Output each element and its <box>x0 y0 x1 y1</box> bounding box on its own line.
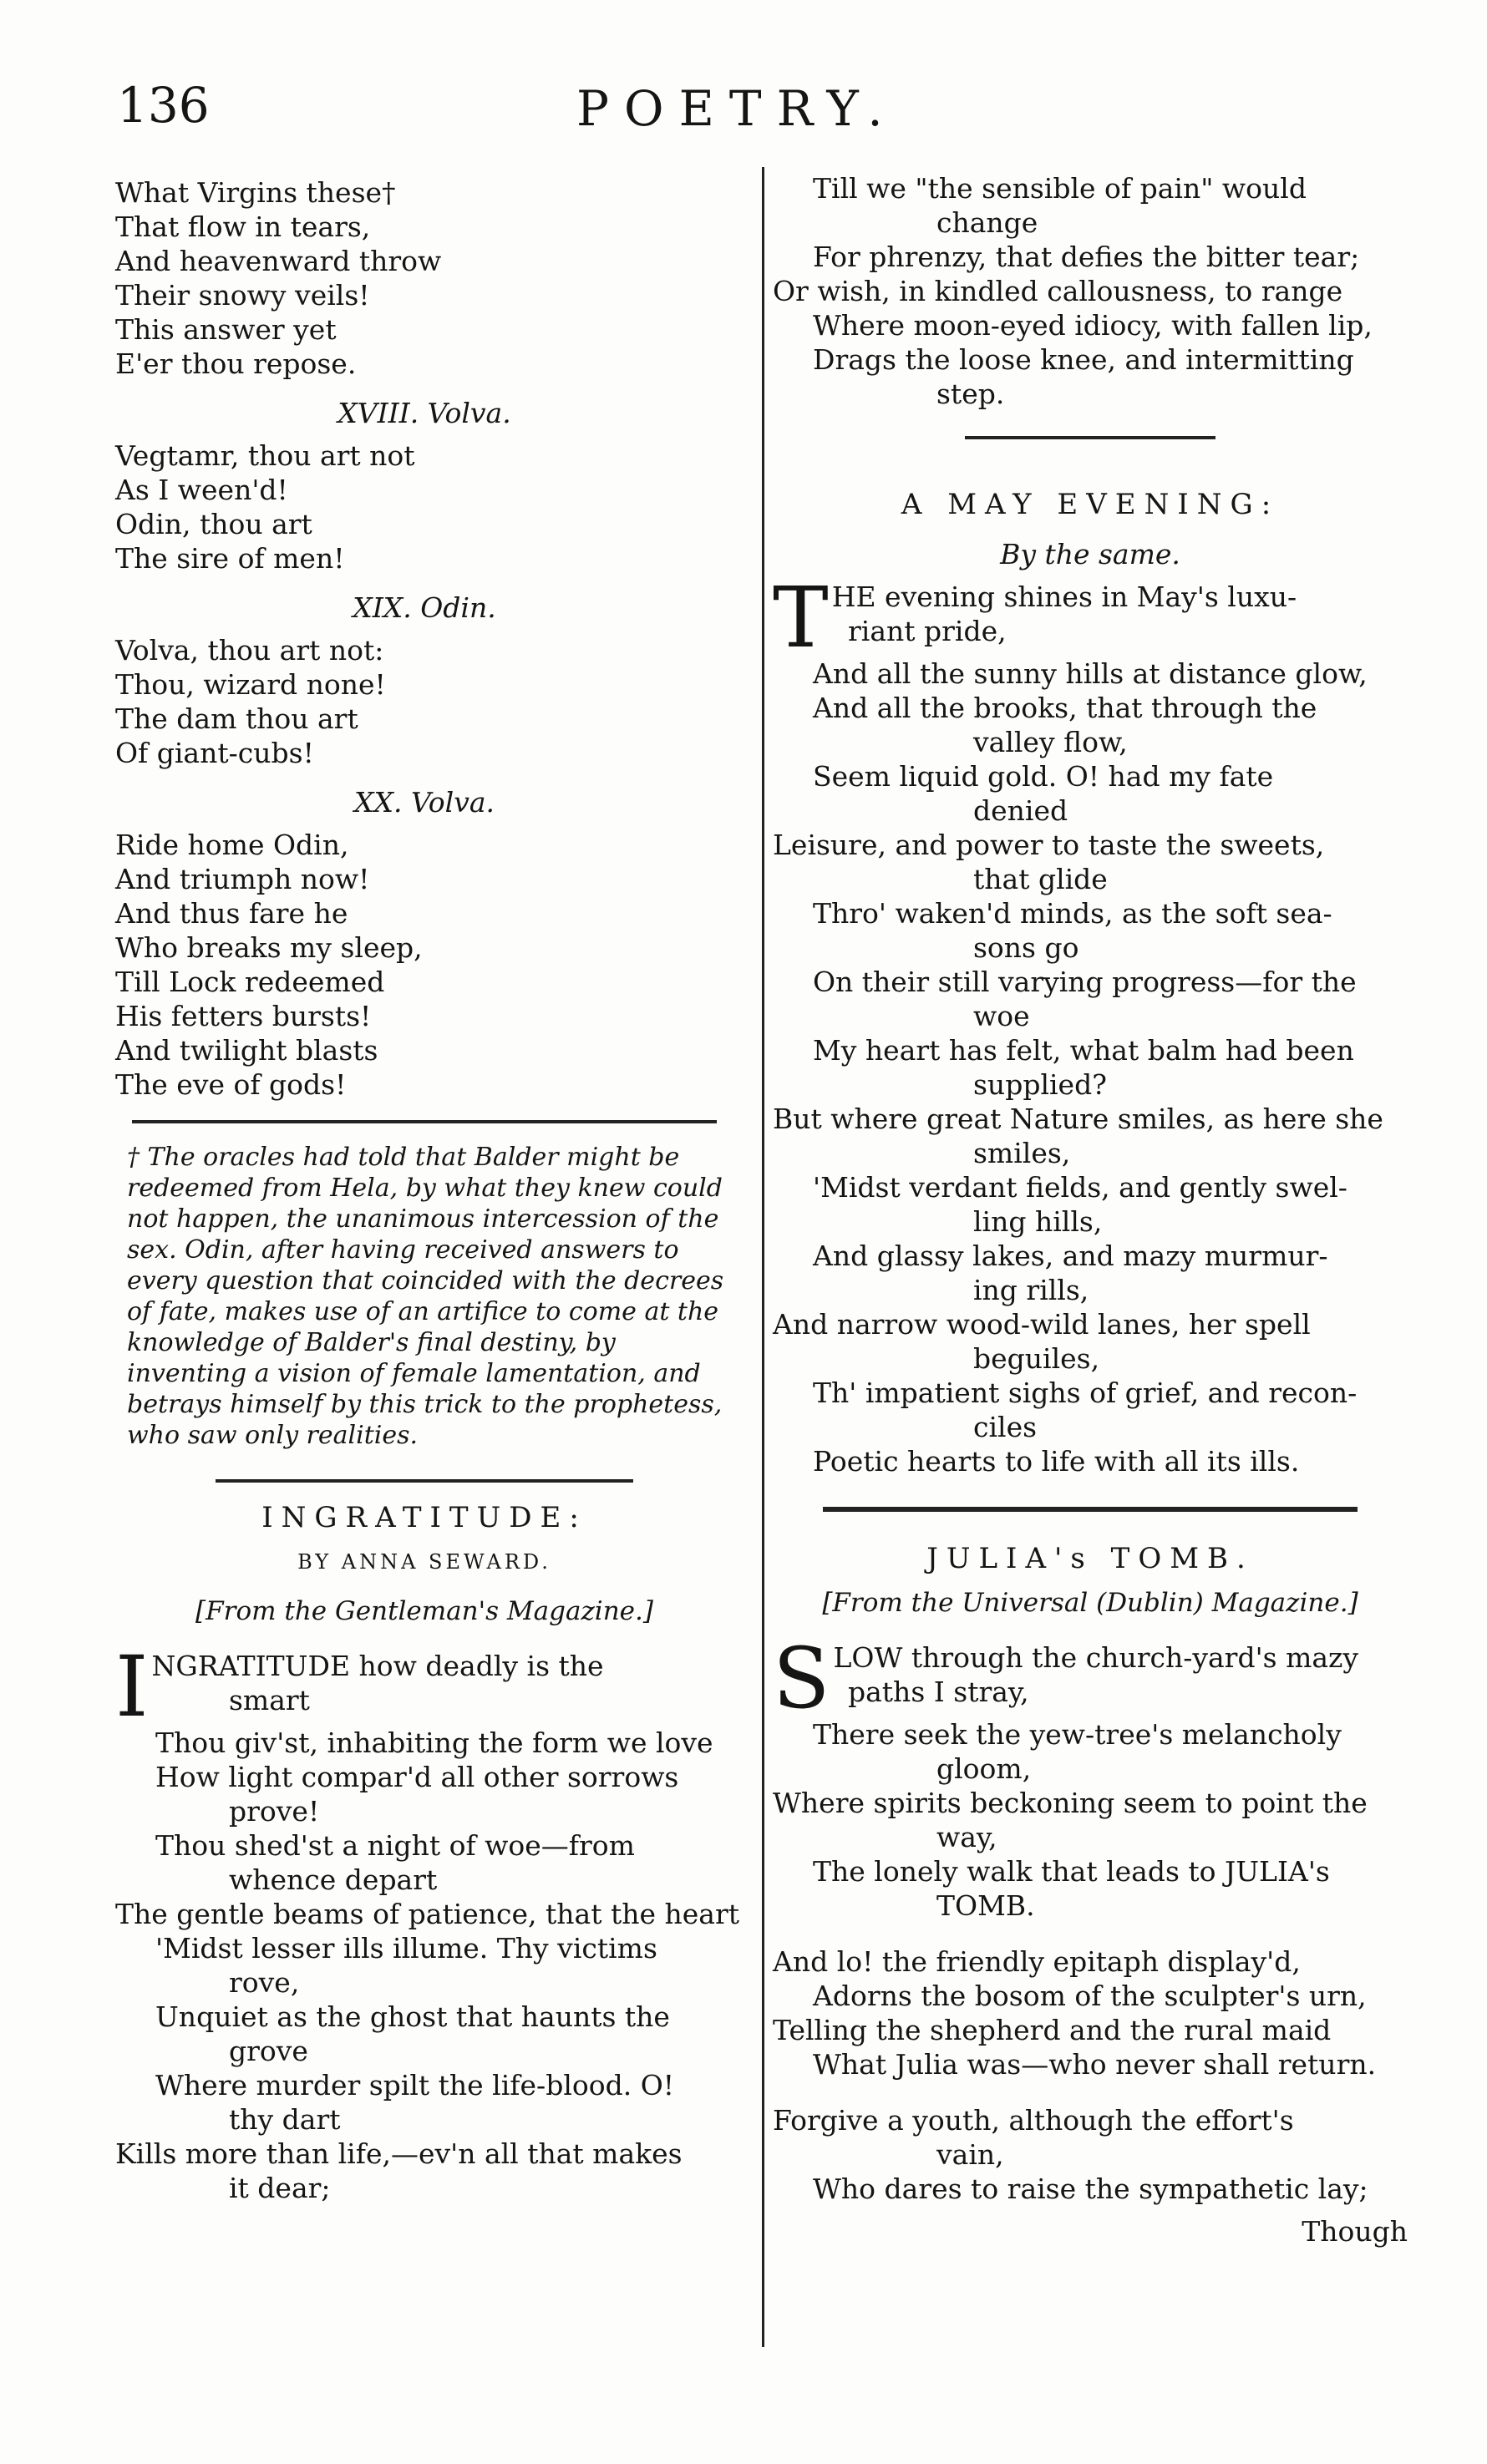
page-number: 136 <box>117 77 210 134</box>
verse-line: And lo! the friendly epitaph display'd, <box>773 1945 1301 1978</box>
poem-continuation <box>773 171 1408 411</box>
stanza-19 <box>115 633 733 770</box>
column-divider <box>762 167 764 2347</box>
verse-line: grove <box>229 2035 308 2067</box>
verse-line: Thou giv'st, inhabiting the form we love <box>155 1726 713 1759</box>
verse-line: 'Midst lesser ills illume. Thy victims <box>155 1932 657 1965</box>
verse-line: vain, <box>936 2138 1004 2171</box>
poem-title: INGRATITUDE: <box>261 1501 587 1534</box>
verse-line: For phrenzy, that defies the bitter tear; <box>813 241 1360 273</box>
drop-cap: S <box>773 1630 830 1727</box>
verse-line: Forgive a youth, although the effort's <box>773 2104 1294 2137</box>
verse-line: ing rills, <box>973 1274 1089 1306</box>
verse-line: And triumph now! <box>115 863 370 895</box>
verse-line: The dam thou art <box>115 702 358 735</box>
verse-line: step. <box>936 378 1005 410</box>
footnote: † The oracles had told that Balder might be redeemed from Hela, by what they knew could not happen, the unanimous intercession of the sex. Odin, after having received answers to every question that coincided with the decrees of fate, makes use of an artifice to come at the knowledge of Balder's final destiny, by inventing a vision of female lamentation, and betrays himself by this trick to the prophetess, who saw only realities. <box>127 1143 724 1450</box>
verse-line: prove! <box>229 1795 320 1828</box>
verse-line: Poetic hearts to life with all its ills. <box>813 1445 1300 1478</box>
verse-line: that glide <box>973 863 1108 895</box>
verse-line: Or wish, in kindled callousness, to range <box>773 275 1343 307</box>
verse-line: Unquiet as the ghost that haunts the <box>155 2000 670 2033</box>
verse-line: Leisure, and power to taste the sweets, <box>773 829 1325 861</box>
stanza-label: XX. Volva. <box>354 786 495 819</box>
verse-line: The eve of gods! <box>115 1068 347 1101</box>
poem-may-evening <box>773 569 1408 1478</box>
verse-line: And twilight blasts <box>115 1034 378 1067</box>
verse-line: Volva, thou art not: <box>115 634 384 667</box>
verse-line: And all the sunny hills at distance glow, <box>813 657 1368 690</box>
divider-rule <box>823 1507 1358 1512</box>
verse-line: Drags the loose knee, and intermitting <box>813 343 1354 376</box>
verse-line: Vegtamr, thou art not <box>115 439 415 472</box>
stanza-20 <box>115 828 733 1102</box>
verse-line: Who dares to raise the sympathetic lay; <box>813 2172 1368 2205</box>
verse-line: HE evening shines in May's luxu- <box>831 581 1297 613</box>
poem-title: A MAY EVENING: <box>901 488 1280 521</box>
verse-line: LOW through the church-yard's mazy <box>833 1641 1359 1674</box>
verse-line: And all the brooks, that through the <box>813 692 1317 724</box>
verse-line: My heart has felt, what balm had been <box>813 1034 1354 1067</box>
left-column <box>115 175 739 2205</box>
stanza-label: XIX. Odin. <box>353 591 496 624</box>
verse-line: Adorns the bosom of the sculpter's urn, <box>813 1980 1367 2012</box>
right-column <box>773 171 1408 2249</box>
verse-line: supplied? <box>973 1068 1107 1101</box>
verse-line: change <box>936 206 1038 239</box>
verse-line: Thou, wizard none! <box>115 668 386 701</box>
verse-line: Till we "the sensible of pain" would <box>813 172 1307 205</box>
verse-line: And thus fare he <box>115 897 348 930</box>
verse-line: The lonely walk that leads to JULIA's <box>813 1855 1330 1888</box>
verse-line: Odin, thou art <box>115 508 312 540</box>
verse-line: sons go <box>973 931 1079 964</box>
verse-line: Till Lock redeemed <box>115 966 385 998</box>
poem-julias-tomb <box>773 1630 1408 2206</box>
verse-line: ciles <box>973 1411 1038 1443</box>
verse-line: way, <box>936 1821 997 1853</box>
stanza-18 <box>115 439 733 575</box>
verse-line: Seem liquid gold. O! had my fate <box>813 760 1274 793</box>
verse-line: woe <box>973 1000 1030 1032</box>
verse-line: beguiles, <box>973 1342 1100 1375</box>
poem-source: [From the Gentleman's Magazine.] <box>195 1596 653 1626</box>
verse-line: His fetters bursts! <box>115 1000 372 1032</box>
verse-line: And glassy lakes, and mazy murmur- <box>813 1240 1328 1272</box>
verse-line: Their snowy veils! <box>115 279 370 312</box>
verse-line: Kills more than life,—ev'n all that makes <box>115 2137 683 2170</box>
verse-line: valley flow, <box>973 726 1128 758</box>
verse-line: Thou shed'st a night of woe—from <box>155 1829 635 1862</box>
verse-line: The sire of men! <box>115 542 345 575</box>
verse-line: Thro' waken'd minds, as the soft sea- <box>813 897 1332 930</box>
verse-line: How light compar'd all other sorrows <box>155 1761 679 1793</box>
verse-line: Telling the shepherd and the rural maid <box>773 2014 1332 2046</box>
divider-rule <box>965 436 1215 439</box>
verse-line: smiles, <box>973 1137 1071 1169</box>
drop-cap: I <box>115 1638 149 1736</box>
verse-line: That flow in tears, <box>115 210 371 243</box>
verse-line: thy dart <box>229 2103 341 2136</box>
verse-line: What Julia was—who never shall return. <box>813 2048 1377 2081</box>
verse-line: ling hills, <box>973 1205 1103 1238</box>
verse-line: gloom, <box>936 1752 1032 1785</box>
verse-line: Where moon-eyed idiocy, with fallen lip, <box>813 309 1373 342</box>
poem-ingratitude <box>115 1638 739 2205</box>
verse-line: The gentle beams of patience, that the heart <box>115 1898 739 1930</box>
verse-line: There seek the yew-tree's melancholy <box>813 1718 1342 1751</box>
verse-line: whence depart <box>229 1863 438 1896</box>
verse-line: And narrow wood-wild lanes, her spell <box>773 1308 1311 1341</box>
poem-source: [From the Universal (Dublin) Magazine.] <box>822 1588 1358 1618</box>
poem-title: JULIA's TOMB. <box>926 1542 1254 1575</box>
stanza-label: XVIII. Volva. <box>337 397 511 429</box>
verse-line: paths I stray, <box>848 1676 1029 1708</box>
running-title: POETRY. <box>576 80 898 137</box>
verse-line: it dear; <box>229 2172 331 2204</box>
verse-line: And heavenward throw <box>115 245 442 277</box>
catchword: Though <box>1302 2215 1408 2248</box>
divider-rule <box>216 1479 633 1483</box>
verse-line: smart <box>229 1684 310 1716</box>
verse-line: rove, <box>229 1966 300 1999</box>
verse-line: TOMB. <box>936 1889 1035 1922</box>
verse-line: Where spirits beckoning seem to point the <box>773 1787 1368 1819</box>
verse-line: As I ween'd! <box>115 474 288 506</box>
verse-line: This answer yet <box>115 313 337 346</box>
drop-cap: T <box>773 569 829 667</box>
poem-byline: BY ANNA SEWARD. <box>297 1550 551 1574</box>
verse-line: Ride home Odin, <box>115 829 349 861</box>
verse-line: Who breaks my sleep, <box>115 931 423 964</box>
verse-line: What Virgins these† <box>115 176 396 209</box>
verse-line: E'er thou repose. <box>115 347 357 380</box>
verse-line: 'Midst verdant fields, and gently swel- <box>813 1171 1347 1204</box>
verse-line: Th' impatient sighs of grief, and recon- <box>813 1376 1358 1409</box>
divider-rule <box>132 1120 717 1123</box>
verse-line: On their still varying progress—for the <box>813 966 1357 998</box>
verse-line: But where great Nature smiles, as here she <box>773 1103 1383 1135</box>
verse-line: Where murder spilt the life-blood. O! <box>155 2069 675 2101</box>
verse-line: Of giant-cubs! <box>115 737 314 769</box>
poem-byline: By the same. <box>1000 538 1180 570</box>
verse-line: denied <box>973 794 1068 827</box>
verse-line: riant pride, <box>848 615 1007 647</box>
stanza-17 <box>115 175 733 381</box>
verse-line: NGRATITUDE how deadly is the <box>151 1650 604 1682</box>
